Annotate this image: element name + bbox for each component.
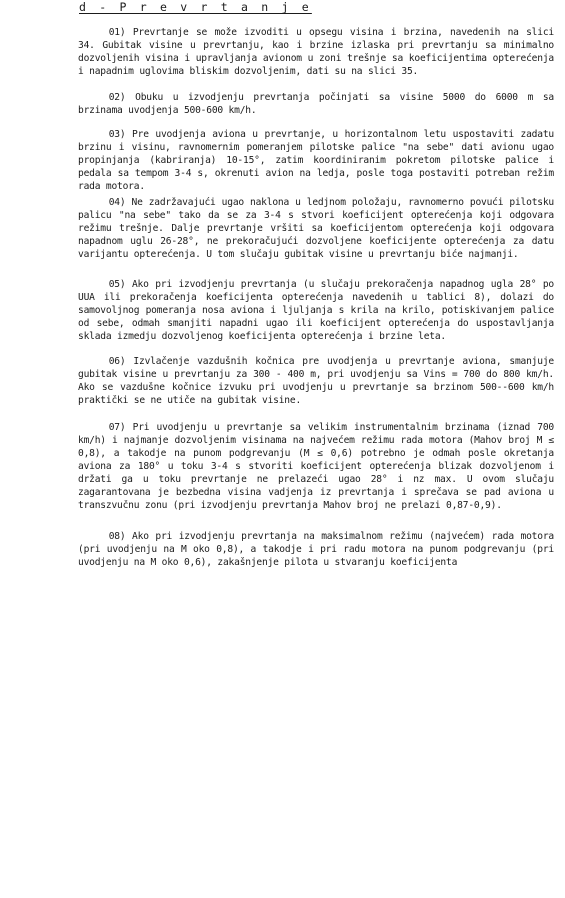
paragraph-05: 05) Ako pri izvodjenju prevrtanja (u slučaju prekoračenja napadnog ugla 28° po UUA ili prekoračenja koeficijenta opterećenja navedenih u tablici 8), dolazi do samovoljnog pomeranja nosa aviona i ljuljanja s krila na krilo, potiskivanjem palice od sebe, odmah smanjiti napadni ugao ili koeficijent opterećenja do uspostavljanja sklada izmedju dozvoljenog koeficijenta opterećenja i brzine leta.: [78, 279, 554, 342]
paragraph-03: 03) Pre uvodjenja aviona u prevrtanje, u horizontalnom letu uspostaviti zadatu brzinu i visinu, ravnomernim pomeranjem pilotske palice "na sebe" dati avionu ugao propinjanja (kabriranja) 10-15°, zatim koordiniranim pokretom pilotske palice i pedala sa tempom 3-4 s, okrenuti avion na ledja, posle toga postaviti potreban režim rada motora.: [78, 129, 554, 192]
paragraph-04: 04) Ne zadržavajući ugao naklona u ledjnom položaju, ravnomerno povući pilotsku palicu "na sebe" tako da se za 3-4 s stvori koeficijent opterećenja koji odgovara režimu trešnje. Dalje prevrtanje vršiti sa koeficijentom opterećenja koji odgovara napadnom uglu 26-28°, ne prekoračujući dozvoljene koeficijente opterećenja za datu varijantu opterećenja. U tom slučaju gubitak visine u prevrtanju biće najmanji.: [78, 197, 554, 260]
section-heading: d - P r e v r t a n j e: [79, 0, 312, 14]
paragraph-07: 07) Pri uvodjenju u prevrtanje sa velikim instrumentalnim brzinama (iznad 700 km/h) i najmanje dozvoljenim visinama na najvećem režimu rada motora (Mahov broj M ≤ 0,8), a takodje na punom podgrevanju (M ≤ 0,6) potrebno je odmah posle okretanja aviona za 180° u toku 3-4 s stvoriti koeficijent opterećenja blizak dozvoljenom i držati ga u toku prevrtanje ne prelazeći ugao 28° i nz max. U ovom slučaju zagarantovana je bezbedna visina vadjenja iz prevrtanja i sprečava se pad aviona u transzvučnu zonu (pri izvodjenju prevrtanja Mahov broj ne prelazi 0,87-0,9).: [78, 422, 554, 511]
paragraph-08: 08) Ako pri izvodjenju prevrtanja na maksimalnom režimu (najvećem) rada motora (pri uvodjenju na M oko 0,8), a takodje i pri radu motora na punom podgrevanju (pri uvodjenju na M oko 0,6), zakašnjenje pilota u stvaranju koeficijenta: [78, 531, 554, 568]
paragraph-01: 01) Prevrtanje se može izvoditi u opsegu visina i brzina, navedenih na slici 34. Gubitak visine u prevrtanju, kao i brzine izlaska pri prevrtanju sa minimalno dozvoljenih visina i upravljanja avionom u zoni trešnje sa koeficijentima opterećenja i napadnim uglovima bliskim dozvoljenim, dati su na slici 35.: [78, 27, 554, 77]
paragraph-02: 02) Obuku u izvodjenju prevrtanja počinjati sa visine 5000 do 6000 m sa brzinama uvodjenja 500-600 km/h.: [78, 92, 554, 116]
paragraph-06: 06) Izvlačenje vazdušnih kočnica pre uvodjenja u prevrtanje aviona, smanjuje gubitak visine u prevrtanju za 300 - 400 m, pri uvodjenju sa Vins = 700 do 800 km/h. Ako se vazdušne kočnice izvuku pri uvodjenju u prevrtanje sa brzinom 500--600 km/h praktički se ne utiče na gubitak visine.: [78, 356, 554, 406]
